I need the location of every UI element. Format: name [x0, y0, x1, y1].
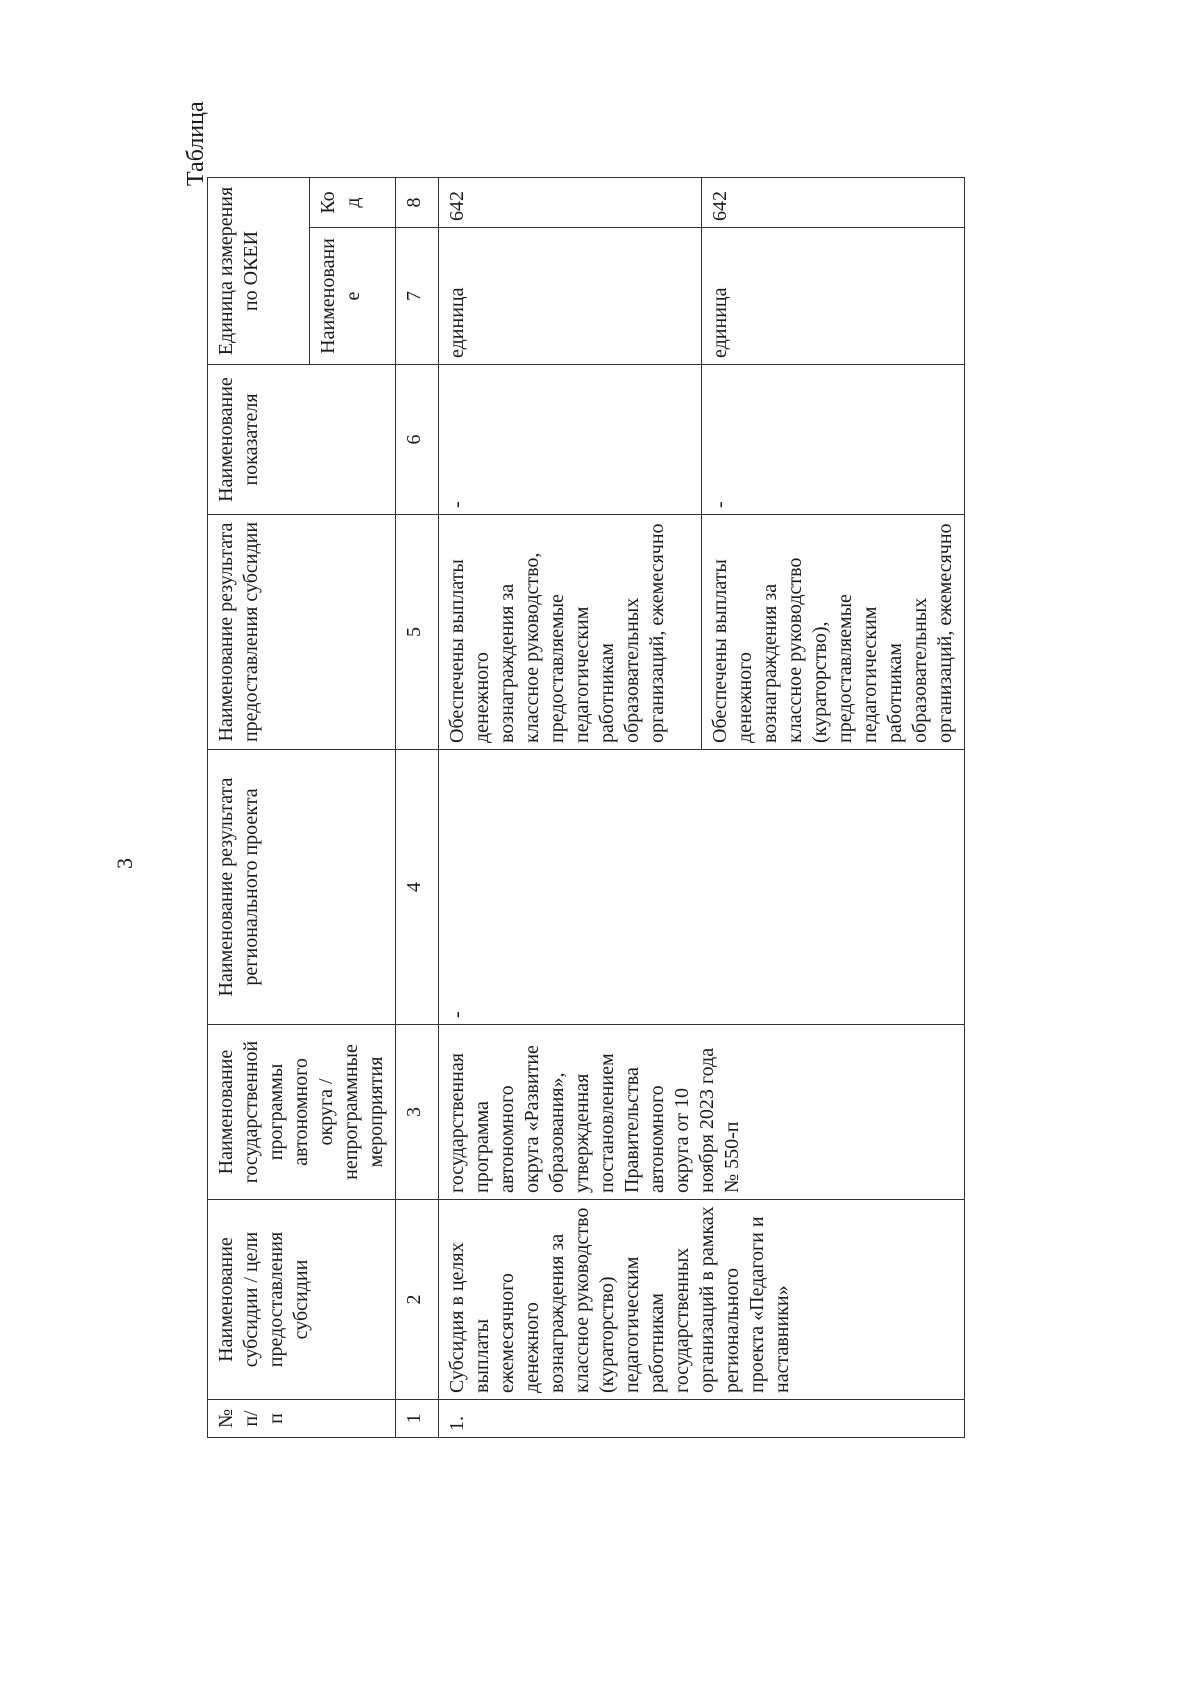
column-number: 6 [396, 365, 439, 515]
column-number: 7 [396, 228, 439, 365]
header-indicator: Наименование показателя [208, 365, 396, 515]
subsidy-result: Обеспечены выплаты денежного вознаграждения за классное руководство (кураторство), предоставляемые педагогическим работникам образовательных организаций, ежемесячно [702, 515, 965, 750]
unit-name: единица [702, 228, 965, 365]
header-program: Наименование государственной программы автономного округа / непрограммные мероприятия [208, 1025, 396, 1200]
header-regional-result: Наименование результата регионального проекта [208, 750, 396, 1025]
table-title: Таблица [183, 101, 209, 186]
subsidy-table [207, 177, 965, 1438]
header-unit-okei: Единица измерения по ОКЕИ [208, 177, 310, 364]
indicator-name: - [702, 365, 965, 515]
column-number: 1 [396, 1400, 439, 1438]
header-unit-name: Наименовани е [310, 228, 396, 365]
unit-name: единица [439, 228, 702, 365]
regional-result: - [439, 750, 965, 1025]
column-number: 3 [396, 1025, 439, 1200]
indicator-name: - [439, 365, 702, 515]
header-subsidy-result: Наименование результата предоставления субсидии [208, 515, 396, 750]
unit-code: 642 [702, 177, 965, 227]
column-number: 4 [396, 750, 439, 1025]
column-number: 8 [396, 177, 439, 227]
unit-code: 642 [439, 177, 702, 227]
page-number: 3 [112, 858, 137, 869]
header-unit-code: Ко д [310, 177, 396, 227]
column-number: 5 [396, 515, 439, 750]
column-number: 2 [396, 1200, 439, 1400]
subsidy-name: Субсидия в целях выплаты ежемесячного денежного вознаграждения за классное руководство (кураторство) педагогическим работникам государственных организаций в рамках регионального проекта «Педагоги и наставники» [439, 1200, 965, 1400]
header-subsidy: Наименование субсидии / цели предоставления субсидии [208, 1200, 396, 1400]
program-name: государственная программа автономного округа «Развитие образования», утвержденная постановлением Правительства автономного округа от 10 ноября 2023 года № 550-п [439, 1025, 965, 1200]
subsidy-result: Обеспечены выплаты денежного вознаграждения за классное руководство, предоставляемые педагогическим работникам образовательных организаций, ежемесячно [439, 515, 702, 750]
row-number: 1. [439, 1400, 965, 1438]
header-number: № п/ п [208, 1400, 396, 1438]
